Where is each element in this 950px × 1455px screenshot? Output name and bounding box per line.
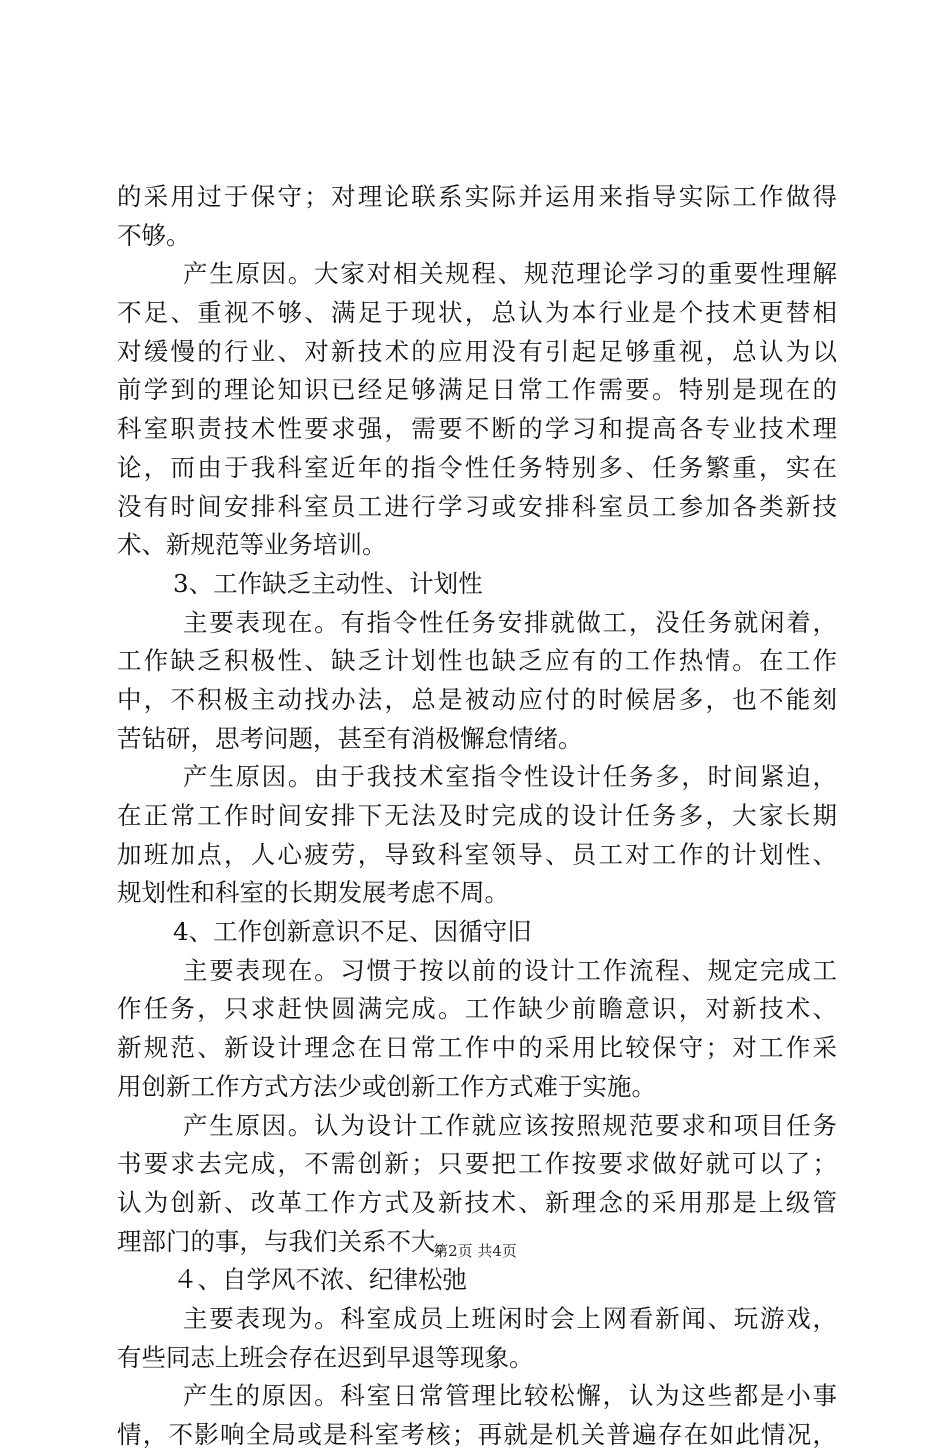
- paragraph-start-line: 产生原因。大家对相关规程、规范理论学习的重要性理解: [183, 259, 837, 289]
- body-line: 对缓慢的行业、对新技术的应用没有引起足够重视，总认为以: [117, 336, 837, 366]
- body-line: 书要求去完成，不需创新；只要把工作按要求做好就可以了；: [117, 1149, 837, 1179]
- section-heading: ４、自学风不浓、纪律松弛: [173, 1265, 467, 1295]
- body-line: 的采用过于保守；对理论联系实际并运用来指导实际工作做得: [117, 182, 837, 211]
- body-line: 新规范、新设计理念在日常工作中的采用比较保守；对工作采: [117, 1033, 837, 1063]
- body-line: 加班加点，人心疲劳，导致科室领导、员工对工作的计划性、: [117, 839, 837, 869]
- page-number-footer: 第2页 共4页: [433, 1242, 517, 1260]
- body-line: 不够。: [117, 220, 191, 250]
- paragraph-start-line: 产生原因。由于我技术室指令性设计任务多，时间紧迫，: [183, 762, 837, 792]
- paragraph-start-line: 主要表现为。科室成员上班闲时会上网看新闻、玩游戏，: [183, 1303, 837, 1333]
- body-line: 情，不影响全局或是科室考核；再就是机关普遍存在如此情况，: [117, 1420, 837, 1449]
- body-line: 苦钻研，思考问题，甚至有消极懈怠情绪。: [117, 723, 583, 753]
- body-line: 规划性和科室的长期发展考虑不周。: [117, 878, 509, 908]
- body-line: 不足、重视不够、满足于现状，总认为本行业是个技术更替相: [117, 298, 837, 328]
- body-line: 用创新工作方式方法少或创新工作方式难于实施。: [117, 1071, 656, 1101]
- body-line: 工作缺乏积极性、缺乏计划性也缺乏应有的工作热情。在工作: [117, 646, 837, 676]
- body-line: 中，不积极主动找办法，总是被动应付的时候居多，也不能刻: [117, 684, 837, 714]
- section-heading: 3、工作缺乏主动性、计划性: [173, 568, 483, 598]
- paragraph-start-line: 主要表现在。习惯于按以前的设计工作流程、规定完成工: [183, 955, 837, 985]
- body-line: 前学到的理论知识已经足够满足日常工作需要。特别是现在的: [117, 375, 837, 405]
- section-heading: 4、工作创新意识不足、因循守旧: [173, 917, 532, 947]
- body-line: 有些同志上班会存在迟到早退等现象。: [117, 1342, 534, 1372]
- body-line: 没有时间安排科室员工进行学习或安排科室员工参加各类新技: [117, 491, 837, 521]
- body-line: 作任务，只求赶快圆满完成。工作缺少前瞻意识，对新技术、: [117, 994, 837, 1024]
- body-line: 理部门的事，与我们关系不大。: [117, 1226, 460, 1256]
- paragraph-start-line: 主要表现在。有指令性任务安排就做工，没任务就闲着，: [183, 607, 837, 637]
- body-line: 术、新规范等业务培训。: [117, 530, 387, 560]
- document-body: [117, 178, 837, 1455]
- paragraph-start-line: 产生的原因。科室日常管理比较松懈，认为这些都是小事: [183, 1381, 837, 1411]
- paragraph-start-line: 产生原因。认为设计工作就应该按照规范要求和项目任务: [183, 1110, 837, 1140]
- body-line: 科室职责技术性要求强，需要不断的学习和提高各专业技术理: [117, 414, 837, 444]
- body-line: 认为创新、改革工作方式及新技术、新理念的采用那是上级管: [117, 1187, 837, 1217]
- body-line: 在正常工作时间安排下无法及时完成的设计任务多，大家长期: [117, 801, 837, 830]
- body-line: 论，而由于我科室近年的指令性任务特别多、任务繁重，实在: [117, 452, 837, 482]
